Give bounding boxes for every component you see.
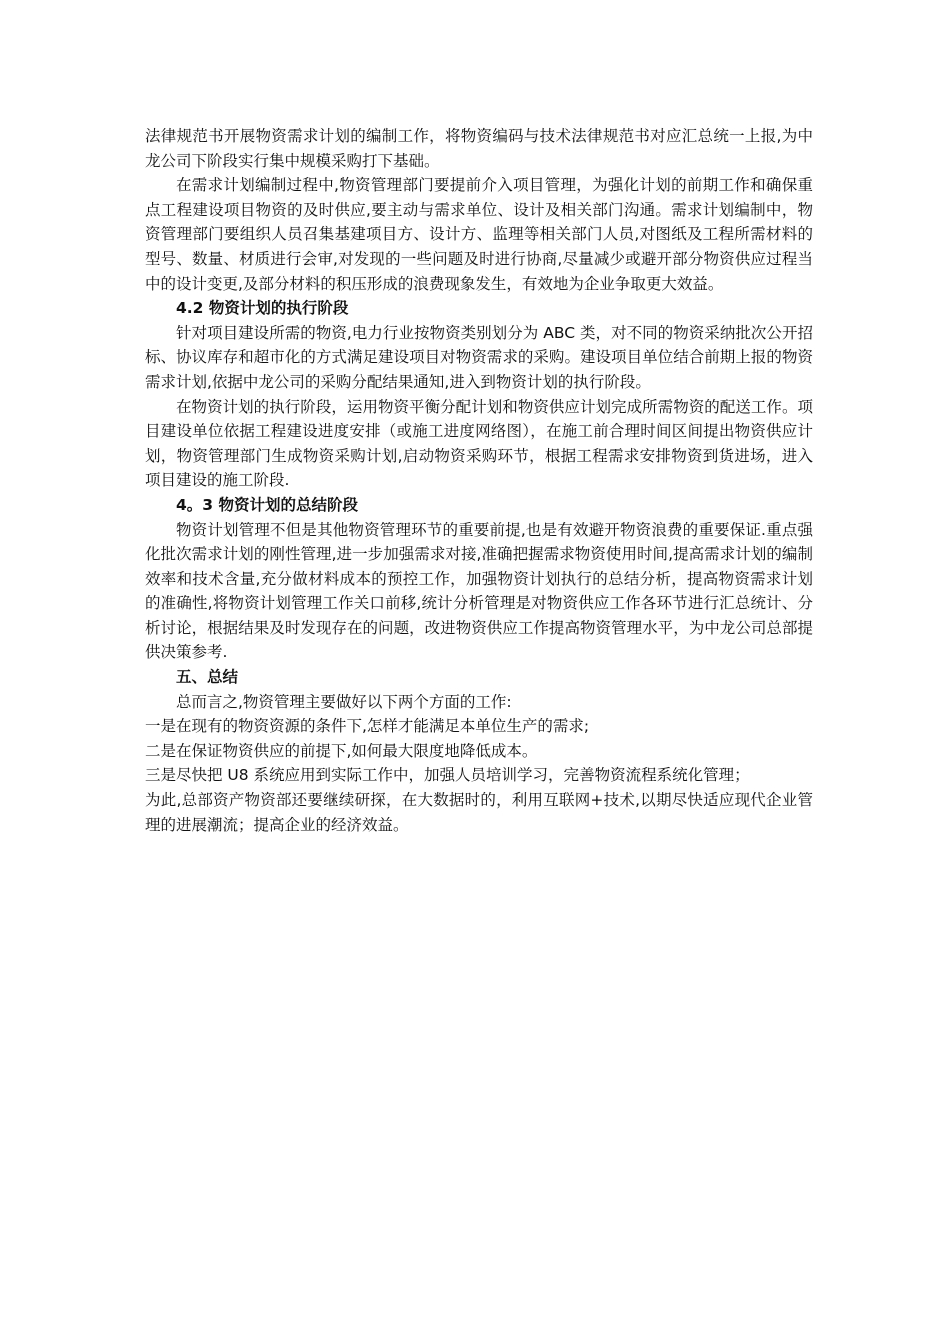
list-item-1: 一是在现有的物资资源的条件下,怎样才能满足本单位生产的需求; — [145, 717, 590, 736]
paragraph-7: 为此,总部资产物资部还要继续研探，在大数据时的，利用互联网+技术,以期尽快适应现代企业管理的进展潮流；提高企业的经济效益。 — [145, 791, 813, 834]
paragraph-1: 法律规范书开展物资需求计划的编制工作，将物资编码与技术法律规范书对应汇总统一上报,为中龙公司下阶段实行集中规模采购打下基础。 — [145, 127, 813, 170]
heading-5: 五、总结 — [176, 668, 239, 687]
paragraph-6: 总而言之,物资管理主要做好以下两个方面的工作: — [176, 692, 512, 711]
list-item-3: 三是尽快把 U8 系统应用到实际工作中，加强人员培训学习，完善物资流程系统化管理； — [145, 766, 750, 785]
paragraph-5: 物资计划管理不但是其他物资管理环节的重要前提,也是有效避开物资浪费的重要保证.重点强化批次需求计划的刚性管理,进一步加强需求对接,准确把握需求物资使用时间,提高需求计划的编制效率和技术含量,充分做材料成本的预控工作，加强物资计划执行的总结分析，提高物资需求计划的准确性,将物资计划管理工作关口前移,统计分析管理是对物资供应工作各环节进行汇总统计、分析讨论，根据结果及时发现存在的问题，改进物资供应工作提高物资管理水平，为中龙公司总部提供决策参考. — [145, 520, 813, 662]
list-item-2: 二是在保证物资供应的前提下,如何最大限度地降低成本。 — [145, 741, 538, 760]
paragraph-4: 在物资计划的执行阶段，运用物资平衡分配计划和物资供应计划完成所需物资的配送工作。项目建设单位依据工程建设进度安排（或施工进度网络图），在施工前合理时间区间提出物资供应计划，物资管理部门生成物资采购计划,启动物资采购环节，根据工程需求安排物资到货进场，进入项目建设的施工阶段. — [145, 397, 813, 490]
paragraph-2: 在需求计划编制过程中,物资管理部门要提前介入项目管理，为强化计划的前期工作和确保重点工程建设项目物资的及时供应,要主动与需求单位、设计及相关部门沟通。需求计划编制中，物资管理部门要组织人员召集基建项目方、设计方、监理等相关部门人员,对图纸及工程所需材料的型号、数量、材质进行会审,对发现的一些问题及时进行协商,尽量减少或避开部分物资供应过程当中的设计变更,及部分材料的积压形成的浪费现象发生，有效地为企业争取更大效益。 — [145, 176, 813, 293]
heading-4-2: 4.2 物资计划的执行阶段 — [176, 299, 349, 318]
paragraph-3: 针对项目建设所需的物资,电力行业按物资类别划分为 ABC 类，对不同的物资采纳批次公开招标、协议库存和超市化的方式满足建设项目对物资需求的采购。建设项目单位结合前期上报的物资需求计划,依据中龙公司的采购分配结果通知,进入到物资计划的执行阶段。 — [145, 323, 813, 391]
document-body — [145, 124, 813, 837]
heading-4-3: 4。3 物资计划的总结阶段 — [176, 495, 358, 514]
